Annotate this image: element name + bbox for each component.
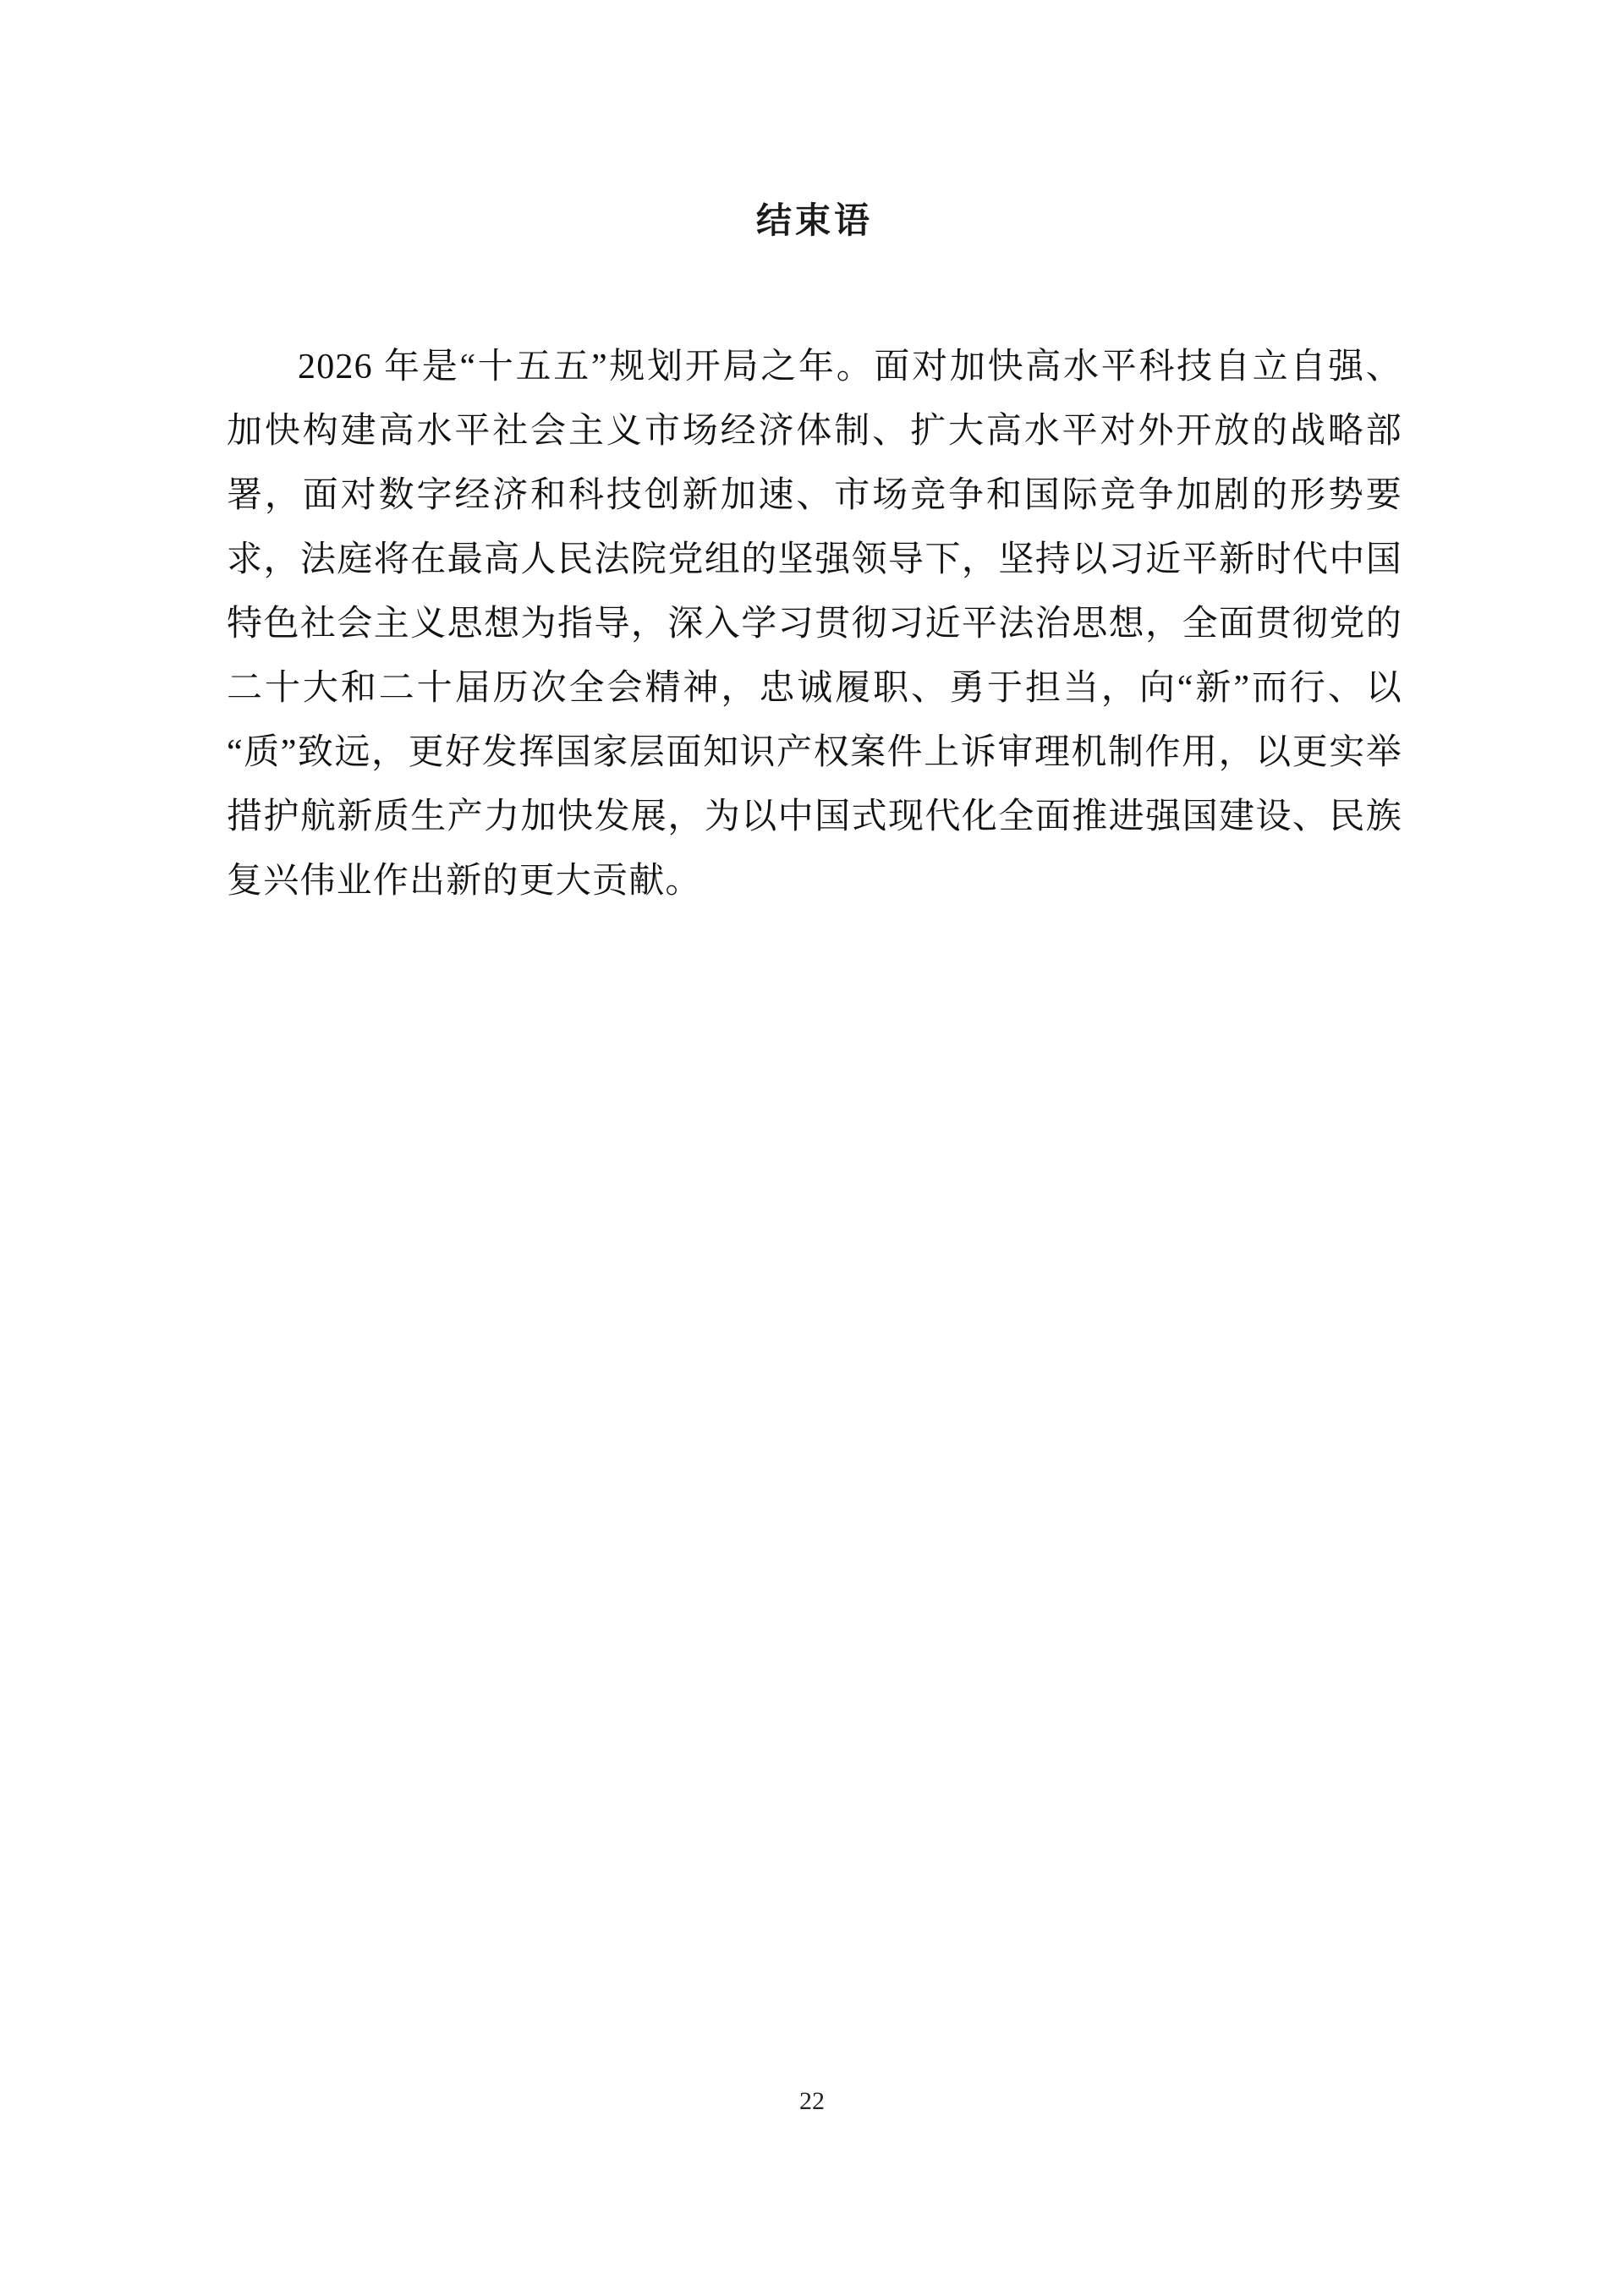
page-content bbox=[227, 0, 1402, 913]
paragraph: 2026 年是“十五五”规划开局之年。面对加快高水平科技自立自强、加快构建高水平社会主义市场经济体制、扩大高水平对外开放的战略部署，面对数字经济和科技创新加速、市场竞争和国际竞争加剧的形势要求，法庭将在最高人民法院党组的坚强领导下，坚持以习近平新时代中国特色社会主义思想为指导，深入学习贯彻习近平法治思想，全面贯彻党的二十大和二十届历次全会精神，忠诚履职、勇于担当，向“新”而行、以“质”致远，更好发挥国家层面知识产权案件上诉审理机制作用，以更实举措护航新质生产力加快发展，为以中国式现代化全面推进强国建设、民族复兴伟业作出新的更大贡献。 bbox=[227, 348, 1402, 901]
body-text bbox=[227, 335, 1402, 913]
page-number: 22 bbox=[799, 2087, 825, 2115]
page-title: 结束语 bbox=[755, 200, 873, 240]
